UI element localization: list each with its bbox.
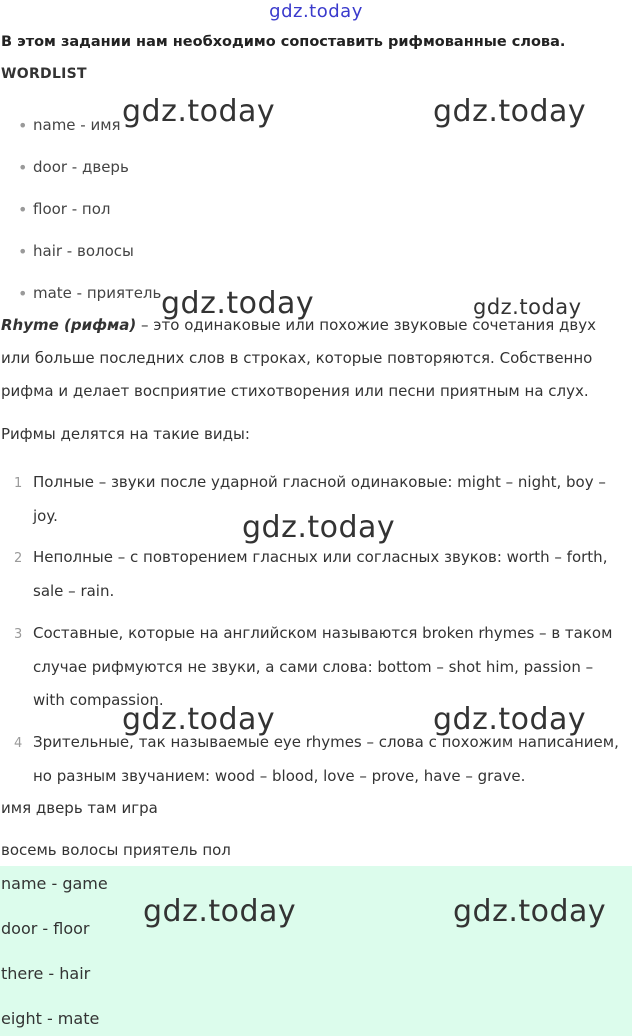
- watermark: gdz.today: [453, 894, 607, 929]
- wordlist-item: floor - пол: [33, 200, 111, 218]
- answer-item: eight - mate: [1, 1009, 100, 1028]
- word-line-2: восемь волосы приятель пол: [1, 841, 231, 859]
- watermark: gdz.today: [433, 702, 587, 737]
- watermark: gdz.today: [122, 702, 276, 737]
- rhyme-definition-text: – это одинаковые или похожие звуковые сочетания двух или больше последних слов в строках, которые повторяются. Собственно рифма и делает восприятие стихотворения или песни приятным на слух.: [1, 316, 596, 400]
- bullet-icon: •: [18, 200, 28, 219]
- watermark: gdz.today: [473, 295, 582, 319]
- rhyme-definition: [1, 309, 629, 408]
- rhyme-type-item: Составные, которые на английском называются broken rhymes – в таком случае рифмуются не звуки, а сами слова: bottom – shot him, passion – with compassion.: [33, 624, 613, 709]
- watermark: gdz.today: [122, 94, 276, 129]
- watermark: gdz.today: [433, 94, 587, 129]
- list-number: 3: [14, 627, 23, 642]
- watermark: gdz.today: [242, 510, 396, 545]
- rhyme-type-item: Полные – звуки после ударной гласной одинаковые: might – night, boy – joy.: [33, 473, 606, 525]
- watermark: gdz.today: [161, 286, 315, 321]
- list-number: 4: [14, 736, 23, 751]
- answer-item: there - hair: [1, 964, 91, 983]
- types-intro: Рифмы делятся на такие виды:: [1, 425, 250, 443]
- bullet-icon: •: [18, 158, 28, 177]
- watermark: gdz.today: [143, 894, 297, 929]
- wordlist-item: mate - приятель: [33, 284, 162, 302]
- wordlist-item: hair - волосы: [33, 242, 134, 260]
- bullet-icon: •: [18, 284, 28, 303]
- rhyme-type-item: Неполные – с повторением гласных или согласных звуков: worth – forth, sale – rain.: [33, 548, 608, 600]
- wordlist-title: WORDLIST: [1, 66, 87, 82]
- wordlist-item: door - дверь: [33, 158, 129, 176]
- wordlist-item: name - имя: [33, 116, 121, 134]
- rhyme-term: Rhyme (рифма): [1, 316, 137, 334]
- list-number: 2: [14, 551, 23, 566]
- bullet-icon: •: [18, 116, 28, 135]
- bullet-icon: •: [18, 242, 28, 261]
- word-line-1: имя дверь там игра: [1, 799, 158, 817]
- task-intro: В этом задании нам необходимо сопоставить рифмованные слова.: [1, 34, 566, 50]
- list-number: 1: [14, 476, 23, 491]
- answer-item: door - floor: [1, 919, 90, 938]
- answer-item: name - game: [1, 874, 108, 893]
- header-watermark: gdz.today: [269, 1, 363, 22]
- rhyme-type-item: Зрительные, так называемые eye rhymes – слова с похожим написанием, но разным звучанием: wood – blood, love – prove, have – grave.: [33, 733, 619, 785]
